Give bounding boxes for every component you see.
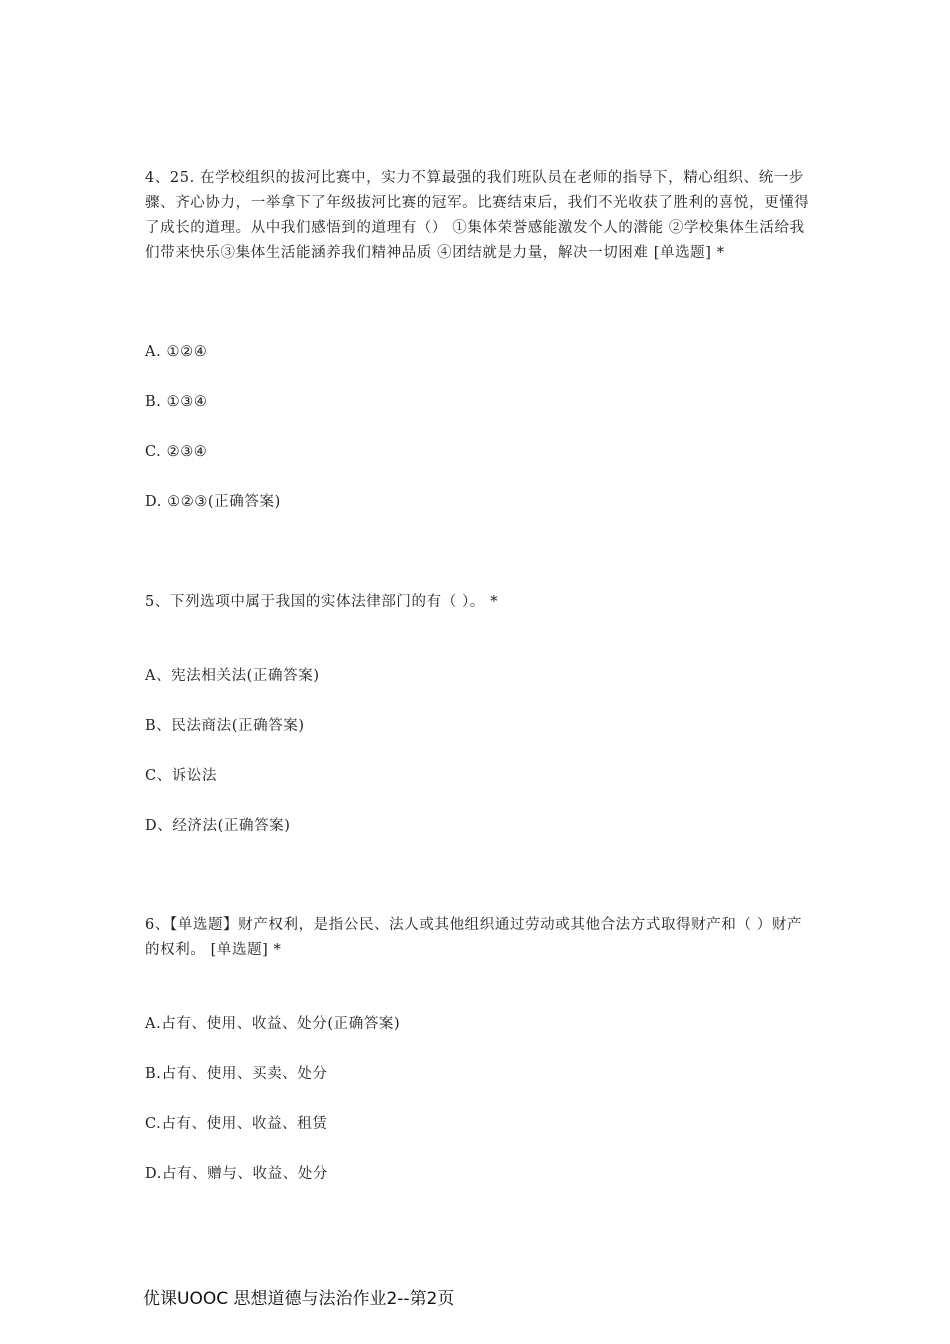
question-4-option-d: D. ①②③(正确答案) [145,494,281,510]
question-5-option-a: A、宪法相关法(正确答案) [145,668,320,684]
question-6-option-b: B.占有、使用、买卖、处分 [145,1066,328,1082]
question-5-option-c: C、诉讼法 [145,768,218,784]
question-4-option-b: B. ①③④ [145,394,208,410]
question-4-text: 4、25. 在学校组织的拔河比赛中，实力不算最强的我们班队员在老师的指导下，精心组织、统一步骤、齐心协力，一举拿下了年级拔河比赛的冠军。比赛结束后，我们不光收获了胜利的喜悦，更懂得了成长的道理。从中我们感悟到的道理有（） ①集体荣誉感能激发个人的潜能 ②学校集体生活给我们带来快乐③集体生活能涵养我们精神品质 ④团结就是力量，解决一切困难 [单选题] * [145,170,810,261]
question-6-option-d: D.占有、赠与、收益、处分 [145,1166,329,1182]
page-footer: 优课UOOC 思想道德与法治作业2--第2页 [143,1289,455,1309]
question-4-option-a: A. ①②④ [145,344,208,360]
question-4-option-c: C. ②③④ [145,444,208,460]
question-6-option-a: A.占有、使用、收益、处分(正确答案) [145,1016,401,1032]
question-5-text: 5、下列选项中属于我国的实体法律部门的有（ ）。 * [145,594,499,610]
question-6-option-c: C.占有、使用、收益、租赁 [145,1116,328,1132]
question-5-option-b: B、民法商法(正确答案) [145,718,305,734]
question-5-option-d: D、经济法(正确答案) [145,818,291,834]
question-6-text: 6、【单选题】财产权利，是指公民、法人或其他组织通过劳动或其他合法方式取得财产和（ ）财产的权利。 [单选题] * [145,917,803,958]
